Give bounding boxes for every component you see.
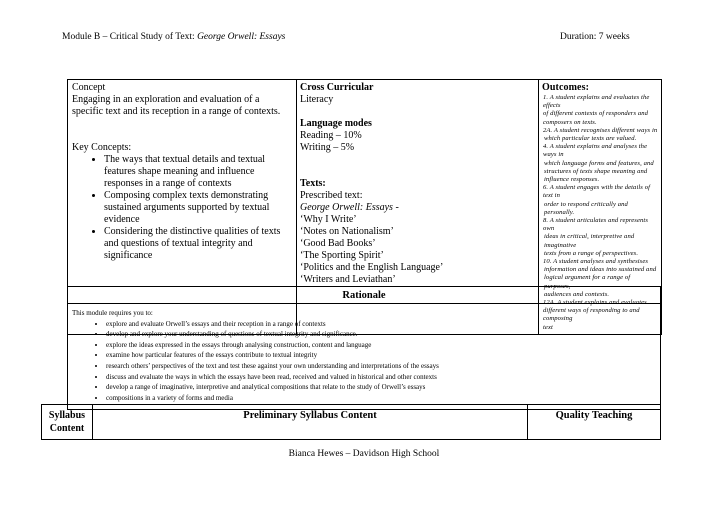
outcome-line: 4. A student explains and analyses the ways in	[543, 143, 648, 159]
rationale-intro: This module requires you to:	[72, 309, 153, 317]
quality-teaching-heading: Quality Teaching	[528, 405, 661, 440]
module-text-title: George Orwell: Essays	[197, 32, 286, 42]
rationale-table	[67, 286, 661, 410]
rationale-item: • develop a range of imaginative, interpretive and analytical compositions that relate to the study of Orwell’s essays	[106, 382, 656, 393]
syllabus-content-label: Syllabus Content	[42, 405, 93, 440]
outcome-line: different ways of responding to and composing	[543, 307, 640, 323]
rationale-item: • explore and evaluate Orwell’s essays and their reception in a range of contexts	[106, 319, 656, 330]
cross-curricular-heading: Cross Curricular	[300, 82, 374, 93]
reading-percent: Reading – 10%	[300, 130, 362, 141]
essay-title: ‘Notes on Nationalism’	[300, 226, 394, 237]
module-heading: Module B – Critical Study of Text: George Orwell: Essays	[62, 32, 286, 42]
outcome-line: audiences and contexts.	[544, 290, 610, 298]
preliminary-syllabus-heading: Preliminary Syllabus Content	[93, 405, 528, 440]
essay-title: ‘Writers and Leviathan’	[300, 274, 396, 285]
rationale-item: • develop and explore your understanding of questions of textual integrity and significance.	[106, 329, 656, 340]
key-concepts-heading: Key Concepts:	[72, 142, 132, 153]
rationale-item: • discuss and evaluate the ways in which the essays have been read, received and valued in historical and other contexts	[106, 372, 656, 383]
duration: Duration: 7 weeks	[560, 32, 630, 42]
rationale-heading: Rationale	[68, 287, 661, 304]
outcome-line: text	[543, 323, 553, 331]
key-concept-item: • The ways that textual details and textual features shape meaning and influence responses in a range of contexts	[104, 154, 292, 190]
outcome-line: composers on texts.	[543, 118, 597, 126]
outcome-line: influence responses.	[544, 176, 600, 184]
literacy: Literacy	[300, 94, 334, 105]
key-concept-item: • Composing complex texts demonstrating sustained arguments supported by textual evidence	[104, 190, 292, 226]
outcome-line: which particular texts are valued.	[544, 135, 637, 143]
outcomes-heading: Outcomes:	[542, 82, 589, 93]
outcome-line: 8. A student articulates and represents own	[543, 217, 648, 233]
rationale-item: • explore the ideas expressed in the essays through analysing construction, content and language	[106, 340, 656, 351]
outcome-line: logical argument for a range of purposes,	[544, 274, 631, 290]
key-concept-item: • Considering the distinctive qualities of texts and questions of textual integrity and significance	[104, 226, 292, 262]
outcome-line: order to respond critically and personally.	[544, 200, 628, 216]
concept-body: Engaging in an exploration and evaluation of a specific text and its reception in a range of contexts.	[72, 94, 281, 117]
essay-title: ‘Why I Write’	[300, 214, 357, 225]
essay-title: ‘Good Bad Books’	[300, 238, 376, 249]
rationale-list	[72, 319, 656, 404]
outcome-line: structures of texts shape meaning and	[544, 167, 648, 175]
outcome-line: 10. A student analyses and synthesises	[543, 258, 649, 266]
rationale-item: • compositions in a variety of forms and media	[106, 393, 656, 404]
essay-title: ‘The Sporting Spirit’	[300, 250, 384, 261]
syllabus-table	[41, 404, 661, 440]
prescribed-book: George Orwell: Essays -	[300, 202, 399, 213]
prescribed-text-label: Prescribed text:	[300, 190, 363, 201]
outcome-line: information and ideas into sustained and	[544, 266, 657, 274]
outcome-line: of different contexts of responders and	[543, 110, 649, 118]
writing-percent: Writing – 5%	[300, 142, 355, 153]
language-modes-heading: Language modes	[300, 118, 372, 129]
rationale-item: • examine how particular features of the essays contribute to textual integrity	[106, 350, 656, 361]
key-concepts-list	[72, 154, 292, 262]
outcome-line: 12A. A student explains and evaluates	[543, 299, 647, 307]
rationale-body	[68, 304, 661, 410]
rationale-item: • research others’ perspectives of the text and test these against your own understanding and interpretations of the essays	[106, 361, 656, 372]
essay-title: ‘Politics and the English Language’	[300, 262, 444, 273]
outcome-line: texts from a range of perspectives.	[544, 249, 639, 257]
outcome-line: 6. A student engages with the details of text in	[543, 184, 651, 200]
concept-heading: Concept	[72, 82, 106, 93]
texts-heading: Texts:	[300, 178, 326, 189]
outcome-line: 2A. A student recognises different ways in	[543, 126, 658, 134]
footer-author: Bianca Hewes – Davidson High School	[288, 449, 440, 459]
outcome-line: which language forms and features, and	[544, 159, 654, 167]
outcome-line: ideas in critical, interpretive and imaginative	[544, 233, 635, 249]
outcome-line: 1. A student explains and evaluates the effects	[543, 94, 650, 110]
